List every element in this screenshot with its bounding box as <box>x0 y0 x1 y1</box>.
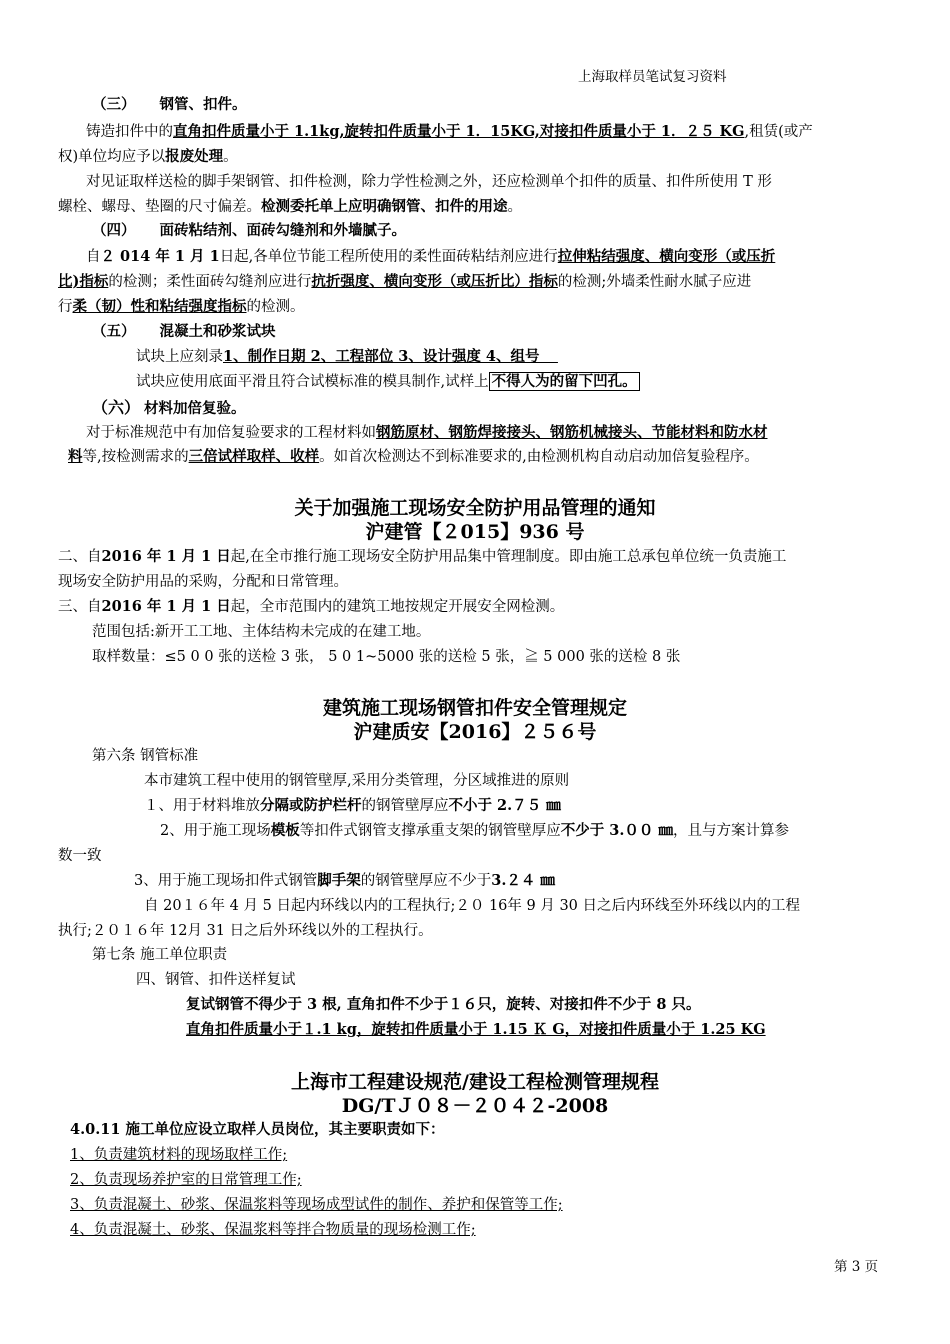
emphasis-text: ２ 014 年 1 月 1 <box>100 248 220 265</box>
emphasis-text: 抗折强度、横向变形（或压折比）指标 <box>311 273 558 290</box>
steel-doc-number: 沪建质安【2016】２５６号 <box>353 721 597 743</box>
paragraph-line: 范围包括:新开工工地、主体结构未完成的在建工地。 <box>92 624 431 640</box>
article-6: 第六条 钢管标准 <box>92 748 199 764</box>
text: 的检测；柔性面砖勾缝剂应进行 <box>108 274 312 290</box>
paragraph-line: 本市建筑工程中使用的钢管壁厚,采用分类管理，分区域推进的原则 <box>144 773 570 789</box>
text: 起,在全市推行施工现场安全防护用品集中管理制度。即由施工总承包单位统一负责施工 <box>230 549 787 565</box>
text: 自 <box>86 249 101 265</box>
text: 权)单位均应予以 <box>58 149 166 165</box>
section-title: 钢管、扣件。 <box>159 96 247 113</box>
paragraph-line: 取样数量：≤5 0 0 张的送检 3 张， 5 0 1~5000 张的送检 5 张，≧ 5 000 张的送检 8 张 <box>92 649 681 665</box>
paragraph-line <box>86 247 775 267</box>
list-item <box>160 821 789 841</box>
emphasis-text: 料 <box>68 448 83 465</box>
paragraph-line: 对见证取样送检的脚手架钢管、扣件检测，除力学性检测之外，还应检测单个扣件的质量、扣件所使用 T 形 <box>86 174 772 190</box>
emphasis-text: 报废处理 <box>165 148 224 165</box>
section-title: 混凝土和砂浆试块 <box>159 323 276 340</box>
text: 行 <box>58 299 73 315</box>
section-title: 材料加倍复验。 <box>144 400 246 417</box>
requirement-line: 复试钢管不得少于 3 根, 直角扣件不少于１６只，旋转、对接扣件不少于 8 只。 <box>186 996 701 1013</box>
text: 对于标准规范中有加倍复验要求的工程材料如 <box>86 425 376 441</box>
text: ，且与方案计算参 <box>672 823 789 839</box>
list-item <box>144 796 561 816</box>
clause-heading: 4.0.11 施工单位应设立取样人员岗位，其主要职责如下： <box>70 1121 445 1138</box>
emphasis-text: 2016 年 1 月 1 日 <box>101 598 231 615</box>
boxed-text: 不得人为的留下凹孔。 <box>489 372 640 391</box>
emphasis-text: 模板 <box>270 822 300 839</box>
list-item: 1、负责建筑材料的现场取样工作; <box>70 1147 288 1163</box>
emphasis-text: 柔（韧）性和粘结强度指标 <box>72 298 247 315</box>
text: 3、用于施工现场扣件式钢管 <box>134 873 318 889</box>
list-item: 4、负责混凝土、砂浆、保温浆料等拌合物质量的现场检测工作; <box>70 1222 476 1238</box>
emphasis-text: 1、制作日期 2、工程部位 3、设计强度 4、组号 <box>223 348 540 365</box>
emphasis-text: 检测委托单上应明确钢管、扣件的用途 <box>261 198 508 215</box>
section-number: （五） <box>92 323 136 340</box>
paragraph-line <box>58 597 564 617</box>
section-3-heading <box>92 95 247 115</box>
text: 。 <box>223 149 238 165</box>
text: 。 <box>507 199 522 215</box>
section-number: （三） <box>92 96 136 113</box>
text: 试块上应刻录 <box>136 349 223 365</box>
text: 的钢管壁厚应不少于 <box>360 873 492 889</box>
paragraph-line <box>86 423 768 443</box>
paragraph-line: 数一致 <box>58 848 102 864</box>
paragraph-line <box>58 197 522 217</box>
emphasis-text: 不少于 3.００ ㎜ <box>560 822 673 839</box>
section-number: （四） <box>92 222 136 239</box>
text: 起，全市范围内的建筑工地按规定开展安全网检测。 <box>230 599 565 615</box>
text: 铸造扣件中的 <box>86 124 173 140</box>
spec-title: 上海市工程建设规范/建设工程检测管理规程 <box>291 1071 659 1093</box>
text: 三、自 <box>58 599 102 615</box>
paragraph-line <box>58 297 305 317</box>
page-header: 上海取样员笔试复习资料 <box>578 69 727 85</box>
paragraph-line <box>58 272 751 292</box>
requirement-line: 直角扣件质量小于１.1 kg，旋转扣件质量小于 1.15 Ｋ G，对接扣件质量小于 1.25 KG <box>186 1021 766 1038</box>
text: １、用于材料堆放 <box>144 798 260 814</box>
emphasis-text: 比)指标 <box>58 273 109 290</box>
emphasis-text: 脚手架 <box>317 872 361 889</box>
section-6-heading <box>92 398 246 419</box>
paragraph-line <box>58 147 238 167</box>
list-item: 2、负责现场养护室的日常管理工作; <box>70 1172 302 1188</box>
emphasis-text: 三倍试样取样、收样 <box>188 448 320 465</box>
text: 二、自 <box>58 549 102 565</box>
text: 等,按检测需求的 <box>82 449 189 465</box>
text: 的检测;外墙柔性耐水腻子应进 <box>557 274 752 290</box>
paragraph-line: 执行;２０１６年 12月 31 日之后外环线以外的工程执行。 <box>58 923 433 939</box>
emphasis-text: 直角扣件质量小于 1.1kg,旋转扣件质量小于 1．15KG,对接扣件质量小于 1．２５ KG <box>173 123 745 140</box>
steel-title: 建筑施工现场钢管扣件安全管理规定 <box>322 697 627 719</box>
emphasis-text: 2016 年 1 月 1 日 <box>101 548 231 565</box>
section-5-heading <box>92 322 276 342</box>
paragraph-line <box>136 372 640 392</box>
section-number: （六） <box>92 398 141 417</box>
text: ,租赁(或产 <box>744 124 813 140</box>
text: 试块应使用底面平滑且符合试模标准的模具制作,试样上 <box>136 374 489 390</box>
section-title: 面砖粘结剂、面砖勾缝剂和外墙腻子。 <box>159 222 406 239</box>
text: 等扣件式钢管支撑承重支架的钢管壁厚应 <box>299 823 561 839</box>
paragraph-line <box>58 547 786 567</box>
paragraph-line: 现场安全防护用品的采购，分配和日常管理。 <box>58 574 348 590</box>
list-item <box>134 871 555 891</box>
emphasis-text: 钢筋原材、钢筋焊接接头、钢筋机械接头、节能材料和防水材 <box>376 424 768 441</box>
paragraph-line <box>86 122 813 142</box>
notice-doc-number: 沪建管【２015】936 号 <box>365 521 585 543</box>
paragraph-line: 自 20１６年 4 月 5 日起内环线以内的工程执行;２０ 16年 9 月 30 日之后内环线至外环线以内的工程 <box>144 898 801 914</box>
page-number: 第 3 页 <box>834 1259 879 1275</box>
spec-code: DG/TＪ０８－２０４２-2008 <box>341 1095 609 1117</box>
text: 日起,各单位节能工程所使用的柔性面砖粘结剂应进行 <box>219 249 558 265</box>
emphasis-text: 3.２４ ㎜ <box>491 872 555 889</box>
notice-title: 关于加强施工现场安全防护用品管理的通知 <box>294 497 656 519</box>
emphasis-text: 不小于 2.７５ ㎜ <box>448 797 561 814</box>
paragraph-line <box>68 447 759 467</box>
paragraph-line <box>136 347 558 367</box>
subsection-heading: 四、钢管、扣件送样复试 <box>136 972 296 988</box>
article-7: 第七条 施工单位职责 <box>92 947 228 963</box>
text: 的钢管壁厚应 <box>361 798 449 814</box>
text: 2、用于施工现场 <box>160 823 271 839</box>
text: 。如首次检测达不到标准要求的,由检测机构自动启动加倍复验程序。 <box>319 449 759 465</box>
text: 螺栓、螺母、垫圈的尺寸偏差。 <box>58 199 261 215</box>
text: 的检测。 <box>246 299 305 315</box>
list-item: 3、负责混凝土、砂浆、保温浆料等现场成型试件的制作、养护和保管等工作; <box>70 1197 563 1213</box>
section-4-heading <box>92 221 406 241</box>
emphasis-text: 拉伸粘结强度、横向变形（或压折 <box>557 248 776 265</box>
emphasis-text: 分隔或防护栏杆 <box>260 797 362 814</box>
